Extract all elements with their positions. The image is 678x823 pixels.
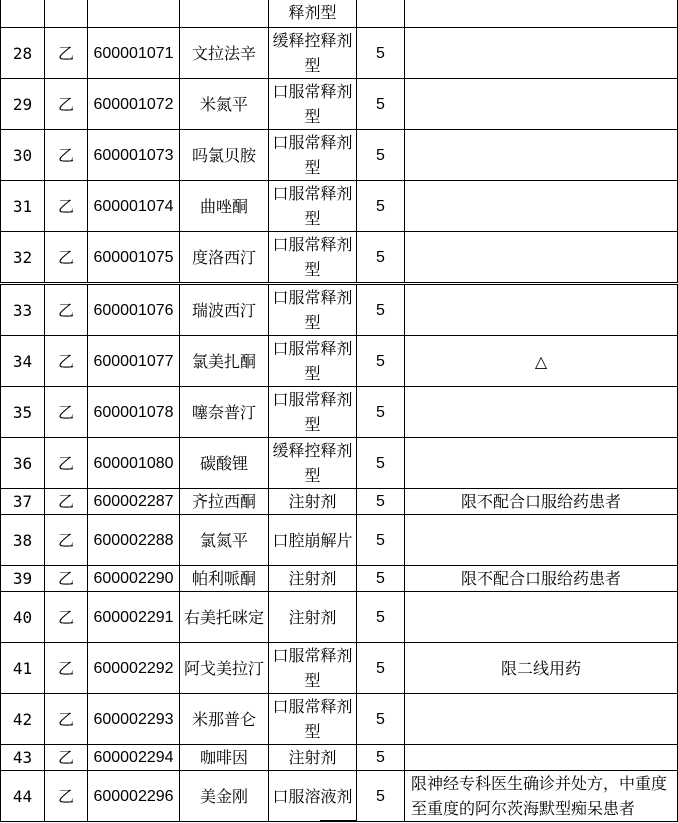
- category-cell: 乙: [45, 79, 88, 130]
- remark-cell: [405, 515, 678, 566]
- remark-cell: [405, 284, 678, 336]
- remark-cell: [405, 592, 678, 643]
- row-number: 44: [1, 771, 45, 822]
- drug-name: 米那普仑: [180, 694, 269, 745]
- table-row: [1, 771, 678, 822]
- drug-code: 600001075: [88, 232, 180, 284]
- category-cell: 乙: [45, 284, 88, 336]
- dosage-form: 口服常释剂型: [269, 181, 357, 232]
- category-cell: 乙: [45, 181, 88, 232]
- drug-code: 600002293: [88, 694, 180, 745]
- drug-name: 噻奈普汀: [180, 387, 269, 438]
- category-cell: 乙: [45, 515, 88, 566]
- remark-cell: [405, 232, 678, 284]
- dosage-form: 注射剂: [269, 566, 357, 592]
- table-row: [1, 130, 678, 181]
- drug-code: 600002290: [88, 566, 180, 592]
- category-cell: 乙: [45, 771, 88, 822]
- row-number: 35: [1, 387, 45, 438]
- drug-code: 600002296: [88, 771, 180, 822]
- row-number: 31: [1, 181, 45, 232]
- category-cell: 乙: [45, 336, 88, 387]
- category-cell: 乙: [45, 566, 88, 592]
- dosage-form: 口服常释剂型: [269, 694, 357, 745]
- drug-code: 600002294: [88, 745, 180, 771]
- payment-level: 5: [357, 232, 405, 284]
- remark-cell: [405, 438, 678, 489]
- remark-cell: 限不配合口服给药患者: [405, 489, 678, 515]
- row-number: 37: [1, 489, 45, 515]
- dosage-form: 释剂型: [269, 0, 357, 28]
- payment-level: 5: [357, 745, 405, 771]
- drug-name: 度洛西汀: [180, 232, 269, 284]
- table-row: [1, 79, 678, 130]
- drug-name: [180, 0, 269, 28]
- drug-name: 文拉法辛: [180, 28, 269, 79]
- drug-code: 600002288: [88, 515, 180, 566]
- table-body: [1, 0, 678, 822]
- drug-code: 600001074: [88, 181, 180, 232]
- category-cell: 乙: [45, 643, 88, 694]
- remark-cell: 限二线用药: [405, 643, 678, 694]
- category-cell: 乙: [45, 489, 88, 515]
- table-row: [1, 694, 678, 745]
- drug-name: 氯美扎酮: [180, 336, 269, 387]
- drug-code: 600001078: [88, 387, 180, 438]
- drug-code: 600001071: [88, 28, 180, 79]
- remark-cell: [405, 79, 678, 130]
- payment-level: [357, 0, 405, 28]
- remark-cell: [405, 0, 678, 28]
- dosage-form: 口腔崩解片: [269, 515, 357, 566]
- payment-level: 5: [357, 694, 405, 745]
- drug-code: 600002291: [88, 592, 180, 643]
- row-number: 39: [1, 566, 45, 592]
- dosage-form: 口服溶液剂: [269, 771, 357, 822]
- dosage-form: 注射剂: [269, 592, 357, 643]
- dosage-form: 口服常释剂型: [269, 643, 357, 694]
- drug-code: 600001072: [88, 79, 180, 130]
- table-row: [1, 438, 678, 489]
- drug-name: 氯氮平: [180, 515, 269, 566]
- row-number: 43: [1, 745, 45, 771]
- row-number: 28: [1, 28, 45, 79]
- drug-name: 帕利哌酮: [180, 566, 269, 592]
- remark-cell: 限不配合口服给药患者: [405, 566, 678, 592]
- table-row: [1, 643, 678, 694]
- row-number: 36: [1, 438, 45, 489]
- dosage-form: 缓释控释剂型: [269, 28, 357, 79]
- table-row: [1, 515, 678, 566]
- payment-level: 5: [357, 438, 405, 489]
- table-row: [1, 284, 678, 336]
- category-cell: 乙: [45, 438, 88, 489]
- table-row: [1, 745, 678, 771]
- payment-level: 5: [357, 643, 405, 694]
- row-number: 38: [1, 515, 45, 566]
- drug-code: 600002292: [88, 643, 180, 694]
- table-row: [1, 28, 678, 79]
- table-row: [1, 181, 678, 232]
- payment-level: 5: [357, 79, 405, 130]
- drug-code: 600001080: [88, 438, 180, 489]
- row-number: 30: [1, 130, 45, 181]
- table-row: [1, 592, 678, 643]
- payment-level: 5: [357, 181, 405, 232]
- remark-cell: △: [405, 336, 678, 387]
- dosage-form: 注射剂: [269, 489, 357, 515]
- dosage-form: 注射剂: [269, 745, 357, 771]
- dosage-form: 口服常释剂型: [269, 284, 357, 336]
- remark-cell: [405, 387, 678, 438]
- category-cell: 乙: [45, 694, 88, 745]
- category-cell: 乙: [45, 232, 88, 284]
- remark-cell: 限神经专科医生确诊并处方，中重度至重度的阿尔茨海默型痴呆患者: [405, 771, 678, 822]
- table-row: [1, 336, 678, 387]
- row-number: 40: [1, 592, 45, 643]
- payment-level: 5: [357, 566, 405, 592]
- payment-level: 5: [357, 28, 405, 79]
- table-row: [1, 232, 678, 284]
- remark-cell: [405, 694, 678, 745]
- drug-code: [88, 0, 180, 28]
- table-row: [1, 489, 678, 515]
- remark-cell: [405, 181, 678, 232]
- payment-level: 5: [357, 387, 405, 438]
- drug-name: 碳酸锂: [180, 438, 269, 489]
- dosage-form: 口服常释剂型: [269, 130, 357, 181]
- drug-name: 齐拉西酮: [180, 489, 269, 515]
- payment-level: 5: [357, 515, 405, 566]
- drug-name: 吗氯贝胺: [180, 130, 269, 181]
- remark-cell: [405, 745, 678, 771]
- drug-name: 美金刚: [180, 771, 269, 822]
- remark-cell: [405, 130, 678, 181]
- row-number: 32: [1, 232, 45, 284]
- payment-level: 5: [357, 336, 405, 387]
- dosage-form: 口服常释剂型: [269, 336, 357, 387]
- payment-level: 5: [357, 489, 405, 515]
- page-footer-line: [320, 820, 356, 822]
- dosage-form: 口服常释剂型: [269, 387, 357, 438]
- drug-name: 米氮平: [180, 79, 269, 130]
- row-number: [1, 0, 45, 28]
- table-row: [1, 0, 678, 28]
- category-cell: 乙: [45, 387, 88, 438]
- row-number: 29: [1, 79, 45, 130]
- drug-code: 600001073: [88, 130, 180, 181]
- category-cell: [45, 0, 88, 28]
- row-number: 41: [1, 643, 45, 694]
- dosage-form: 口服常释剂型: [269, 79, 357, 130]
- category-cell: 乙: [45, 745, 88, 771]
- drug-name: 咖啡因: [180, 745, 269, 771]
- row-number: 33: [1, 284, 45, 336]
- drug-name: 右美托咪定: [180, 592, 269, 643]
- drug-code: 600001076: [88, 284, 180, 336]
- category-cell: 乙: [45, 592, 88, 643]
- row-number: 34: [1, 336, 45, 387]
- category-cell: 乙: [45, 130, 88, 181]
- drug-code: 600002287: [88, 489, 180, 515]
- drug-code: 600001077: [88, 336, 180, 387]
- remark-cell: [405, 28, 678, 79]
- table-row: [1, 566, 678, 592]
- drug-name: 曲唑酮: [180, 181, 269, 232]
- payment-level: 5: [357, 771, 405, 822]
- payment-level: 5: [357, 592, 405, 643]
- payment-level: 5: [357, 284, 405, 336]
- row-number: 42: [1, 694, 45, 745]
- drug-name: 阿戈美拉汀: [180, 643, 269, 694]
- category-cell: 乙: [45, 28, 88, 79]
- table-row: [1, 387, 678, 438]
- dosage-form: 口服常释剂型: [269, 232, 357, 284]
- drug-name: 瑞波西汀: [180, 284, 269, 336]
- payment-level: 5: [357, 130, 405, 181]
- dosage-form: 缓释控释剂型: [269, 438, 357, 489]
